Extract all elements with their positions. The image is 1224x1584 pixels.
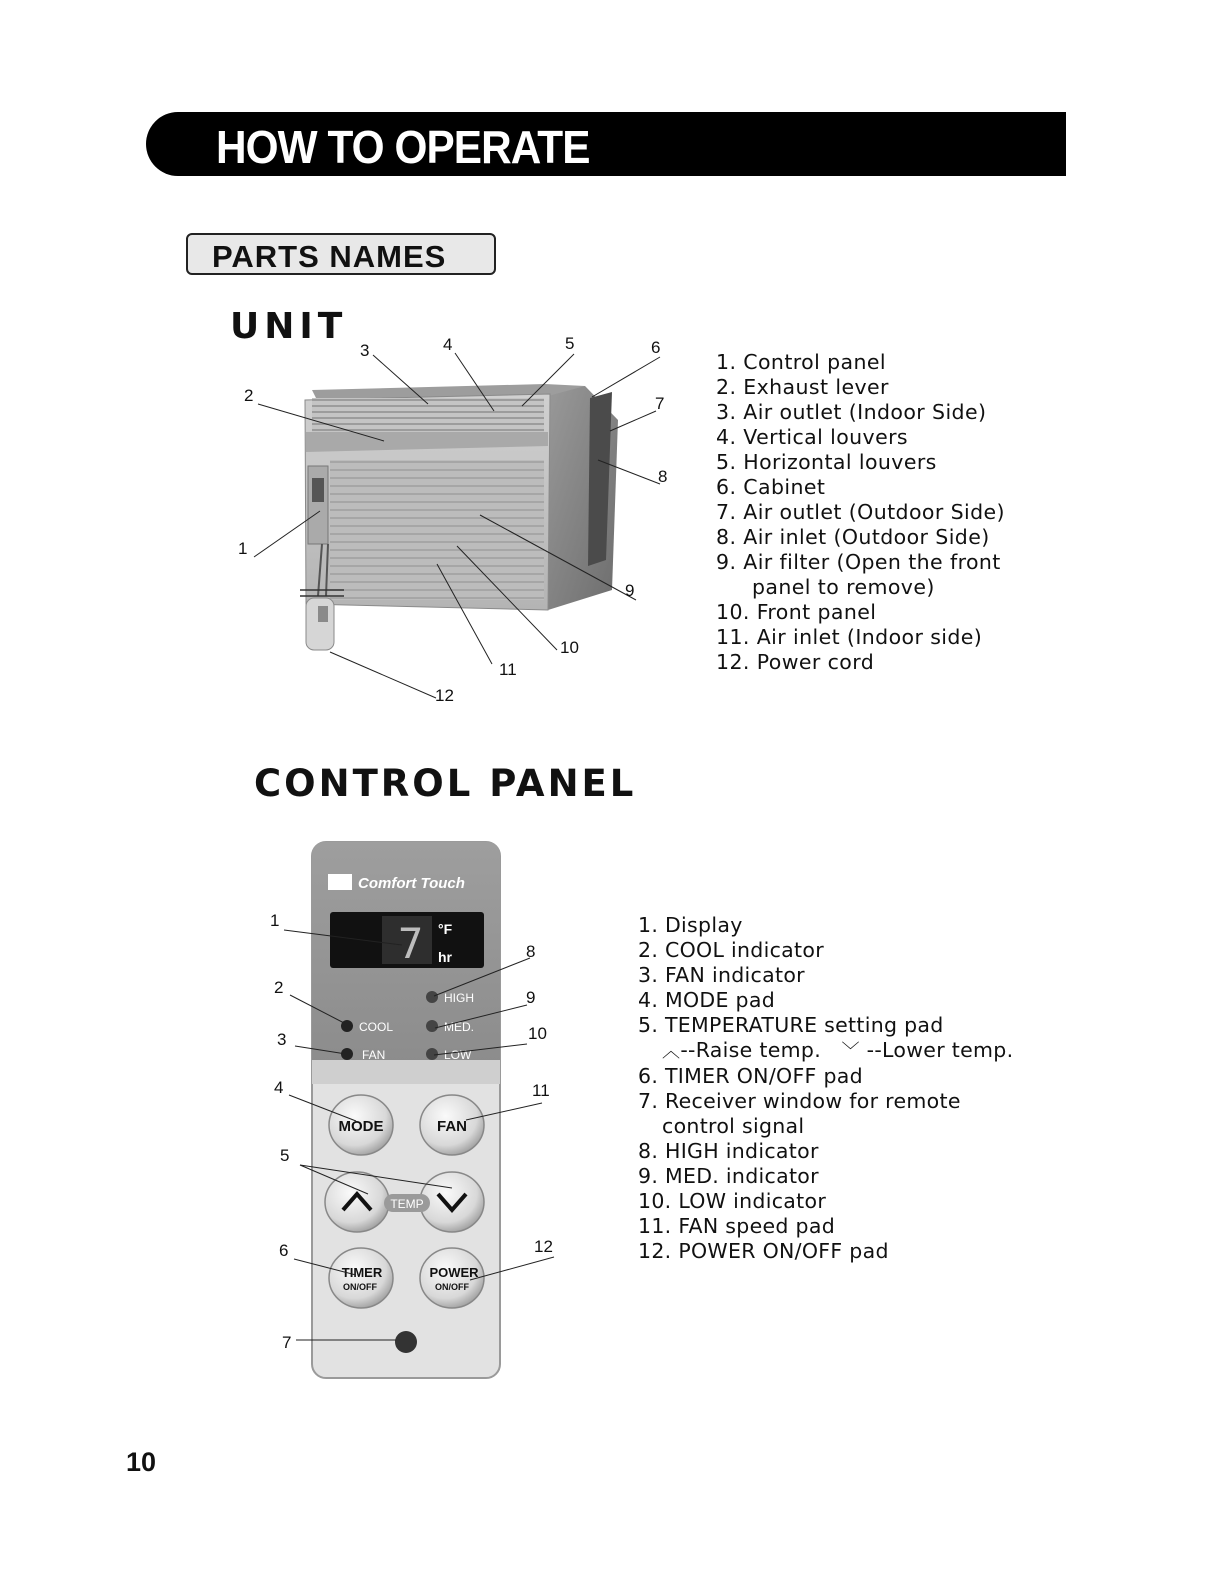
chevron-up-icon: ︿ — [662, 1041, 681, 1062]
cool-indicator-label: COOL — [359, 1020, 394, 1034]
panel-callout-8: 8 — [526, 942, 536, 961]
lower-temp-text: --Lower temp. — [866, 1038, 1014, 1062]
chevron-down-icon: ﹀ — [841, 1041, 860, 1062]
unit-callout-12: 12 — [435, 686, 454, 705]
panel-callout-1: 1 — [270, 911, 280, 930]
page-title: HOW TO OPERATE — [216, 121, 590, 173]
fan-button[interactable] — [420, 1095, 484, 1155]
timer-button-label: TIMER — [341, 1265, 383, 1280]
low-indicator-label: LOW — [444, 1048, 472, 1062]
temp-label: TEMP — [390, 1197, 424, 1211]
panel-callout-6: 6 — [279, 1241, 289, 1260]
list-item: 3. FAN indicator — [638, 963, 805, 987]
unit-callout-9: 9 — [625, 581, 635, 600]
list-item: 2. COOL indicator — [638, 938, 824, 962]
power-button-label: POWER — [429, 1265, 479, 1280]
control-panel-heading: CONTROL PANEL — [254, 762, 637, 805]
list-item: 5. Horizontal louvers — [716, 450, 937, 474]
list-item: 7. Air outlet (Outdoor Side) — [716, 500, 1005, 524]
list-item: 1. Display — [638, 913, 743, 937]
list-item: 9. MED. indicator — [638, 1164, 819, 1188]
unit-callout-8: 8 — [658, 467, 668, 486]
list-item: control signal — [662, 1114, 805, 1138]
unit-callout-5: 5 — [565, 334, 575, 353]
list-item-temp-directions — [638, 1038, 1013, 1064]
display-unit-hr: hr — [438, 949, 452, 965]
panel-callout-5: 5 — [280, 1146, 290, 1165]
low-indicator-led — [426, 1048, 438, 1060]
list-item: 7. Receiver window for remote — [638, 1089, 961, 1113]
list-item: 8. Air inlet (Outdoor Side) — [716, 525, 990, 549]
mode-button[interactable] — [329, 1095, 393, 1155]
list-item: 6. Cabinet — [716, 475, 826, 499]
unit-heading: UNIT — [230, 306, 348, 347]
temp-up-button[interactable] — [325, 1172, 389, 1232]
panel-callout-2: 2 — [274, 978, 284, 997]
list-item: 3. Air outlet (Indoor Side) — [716, 400, 987, 424]
list-item: panel to remove) — [752, 575, 935, 599]
power-button-sublabel: ON/OFF — [435, 1282, 469, 1292]
page-number: 10 — [126, 1447, 157, 1477]
list-item: 5. TEMPERATURE setting pad — [638, 1013, 944, 1037]
high-indicator-label: HIGH — [444, 991, 474, 1005]
high-indicator-led — [426, 991, 438, 1003]
list-item: 11. Air inlet (Indoor side) — [716, 625, 983, 649]
med-indicator-label: MED. — [444, 1020, 474, 1034]
list-item: 12. Power cord — [716, 650, 875, 674]
panel-callout-12: 12 — [534, 1237, 553, 1256]
unit-callout-4: 4 — [443, 335, 453, 354]
panel-callout-10: 10 — [528, 1024, 547, 1043]
panel-callout-9: 9 — [526, 988, 536, 1007]
unit-callout-2: 2 — [244, 386, 254, 405]
timer-button-sublabel: ON/OFF — [343, 1282, 377, 1292]
list-item: 10. Front panel — [716, 600, 877, 624]
brand-name: Comfort Touch — [358, 875, 465, 892]
display-digit: 7 — [398, 919, 424, 968]
unit-callout-6: 6 — [651, 338, 661, 357]
list-item: 6. TIMER ON/OFF pad — [638, 1064, 863, 1088]
fan-indicator-label: FAN — [362, 1048, 386, 1062]
list-item: 2. Exhaust lever — [716, 375, 889, 399]
power-button[interactable] — [420, 1248, 484, 1308]
panel-callout-7: 7 — [282, 1333, 292, 1352]
unit-callout-11: 11 — [499, 660, 517, 679]
receiver-window — [395, 1331, 417, 1353]
timer-button[interactable] — [329, 1248, 393, 1308]
list-item: 1. Control panel — [716, 350, 886, 374]
list-item: 8. HIGH indicator — [638, 1139, 819, 1163]
unit-callout-1: 1 — [238, 539, 248, 558]
mode-button-label: MODE — [338, 1118, 384, 1135]
list-item: 4. Vertical louvers — [716, 425, 909, 449]
raise-temp-text: --Raise temp. — [680, 1038, 822, 1062]
unit-callout-3: 3 — [360, 341, 370, 360]
panel-callout-11: 11 — [532, 1081, 550, 1100]
list-item: 10. LOW indicator — [638, 1189, 827, 1213]
list-item: 12. POWER ON/OFF pad — [638, 1239, 889, 1263]
parts-names-label: PARTS NAMES — [212, 239, 447, 274]
control-panel-parts-list — [638, 913, 1013, 1264]
list-item: 4. MODE pad — [638, 988, 776, 1012]
list-item: 9. Air filter (Open the front — [716, 550, 1001, 574]
panel-callout-3: 3 — [277, 1030, 287, 1049]
brand-logo-icon — [328, 874, 352, 890]
unit-callout-10: 10 — [560, 638, 579, 657]
display-unit-f: °F — [438, 921, 453, 937]
panel-callout-4: 4 — [274, 1078, 284, 1097]
fan-button-label: FAN — [437, 1118, 467, 1135]
med-indicator-led — [426, 1020, 438, 1032]
list-item: 11. FAN speed pad — [638, 1214, 836, 1238]
unit-callout-7: 7 — [655, 394, 665, 413]
